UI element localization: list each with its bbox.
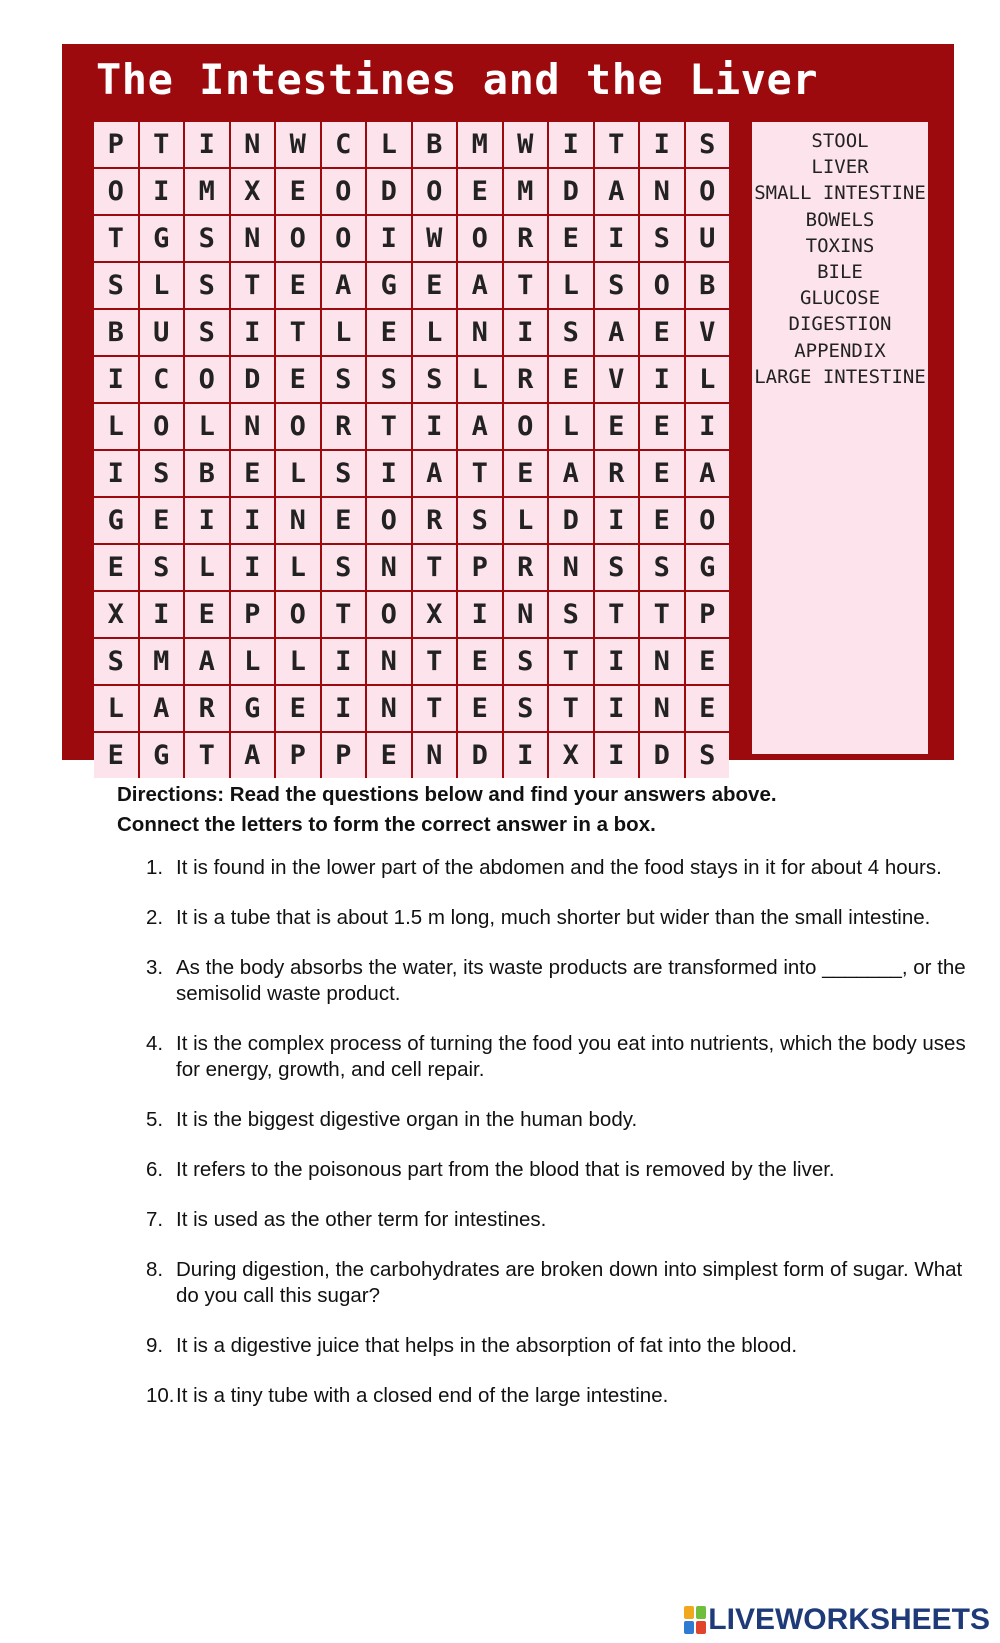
grid-cell[interactable]: N (504, 592, 548, 637)
question-text: It is the biggest digestive organ in the human body. (176, 1108, 638, 1131)
grid-cell[interactable]: I (94, 357, 138, 402)
grid-cell[interactable]: N (231, 404, 275, 449)
word-bank-item: GLUCOSE (799, 287, 881, 310)
question-item (146, 1031, 976, 1083)
word-bank-item: SMALL INTESTINE (754, 182, 926, 205)
grid-cell[interactable]: I (549, 122, 593, 167)
grid-cell[interactable]: N (413, 733, 457, 778)
grid-cell[interactable]: X (94, 592, 138, 637)
question-text: It is used as the other term for intestines. (176, 1208, 547, 1231)
grid-cell[interactable]: D (458, 733, 502, 778)
grid-cell[interactable]: N (367, 686, 411, 731)
grid-cell[interactable]: P (458, 545, 502, 590)
grid-cell[interactable]: A (549, 451, 593, 496)
grid-cell[interactable]: R (504, 216, 548, 261)
grid-cell[interactable]: R (413, 498, 457, 543)
grid-cell[interactable]: E (686, 639, 730, 684)
grid-cell[interactable]: P (322, 733, 366, 778)
grid-cell[interactable]: T (367, 404, 411, 449)
grid-cell[interactable]: T (458, 451, 502, 496)
grid-cell[interactable]: T (413, 686, 457, 731)
grid-cell[interactable]: I (595, 686, 639, 731)
question-item (146, 1257, 976, 1309)
grid-cell[interactable]: E (458, 686, 502, 731)
grid-cell[interactable]: L (276, 639, 320, 684)
grid-cell[interactable]: C (322, 122, 366, 167)
grid-cell[interactable]: E (504, 451, 548, 496)
grid-cell[interactable]: N (640, 686, 684, 731)
grid-cell[interactable]: N (367, 639, 411, 684)
grid-cell[interactable]: I (640, 357, 684, 402)
grid-cell[interactable]: E (322, 498, 366, 543)
grid-cell[interactable]: G (94, 498, 138, 543)
grid-cell[interactable]: P (94, 122, 138, 167)
grid-cell[interactable]: E (276, 263, 320, 308)
grid-cell[interactable]: S (549, 592, 593, 637)
grid-cell[interactable]: T (595, 592, 639, 637)
question-text: It is the complex process of turning the food you eat into nutrients, which the body uses for energy, growth, and cell repair. (176, 1032, 966, 1081)
grid-cell[interactable]: E (367, 733, 411, 778)
grid-cell[interactable]: E (276, 686, 320, 731)
grid-cell[interactable]: T (94, 216, 138, 261)
grid-cell[interactable]: I (231, 498, 275, 543)
question-text: As the body absorbs the water, its waste products are transformed into _______, or the semisolid waste product. (176, 956, 966, 1005)
question-item (146, 955, 976, 1007)
grid-cell[interactable]: T (231, 263, 275, 308)
grid-cell[interactable]: S (367, 357, 411, 402)
grid-cell[interactable]: A (185, 639, 229, 684)
grid-cell[interactable]: S (185, 216, 229, 261)
grid-cell[interactable]: B (185, 451, 229, 496)
word-bank-item: BILE (817, 261, 863, 284)
grid-cell[interactable]: L (276, 451, 320, 496)
grid-cell[interactable]: B (686, 263, 730, 308)
grid-cell[interactable]: I (413, 404, 457, 449)
grid-cell[interactable]: N (276, 498, 320, 543)
question-number: 5. (146, 1108, 164, 1131)
grid-cell[interactable]: V (686, 310, 730, 355)
grid-cell[interactable]: E (413, 263, 457, 308)
liveworksheets-logo (684, 1603, 990, 1637)
grid-cell[interactable]: L (504, 498, 548, 543)
grid-cell[interactable]: I (322, 686, 366, 731)
grid-cell[interactable]: E (458, 639, 502, 684)
word-bank-item: LARGE INTESTINE (754, 365, 926, 388)
word-bank (752, 122, 928, 754)
grid-cell[interactable]: G (140, 733, 184, 778)
grid-cell[interactable]: L (549, 404, 593, 449)
grid-cell[interactable]: O (322, 169, 366, 214)
grid-cell[interactable]: O (367, 498, 411, 543)
grid-cell[interactable]: G (231, 686, 275, 731)
grid-cell[interactable]: L (94, 404, 138, 449)
grid-cell[interactable]: X (413, 592, 457, 637)
grid-cell[interactable]: D (367, 169, 411, 214)
grid-cell[interactable]: U (686, 216, 730, 261)
grid-cell[interactable]: O (276, 216, 320, 261)
grid-cell[interactable]: I (367, 451, 411, 496)
grid-cell[interactable]: B (413, 122, 457, 167)
grid-cell[interactable]: A (231, 733, 275, 778)
grid-cell[interactable]: N (640, 639, 684, 684)
grid-cell[interactable]: D (640, 733, 684, 778)
grid-cell[interactable]: L (458, 357, 502, 402)
grid-cell[interactable]: W (276, 122, 320, 167)
grid-cell[interactable]: N (367, 545, 411, 590)
question-text: It is a tube that is about 1.5 m long, much shorter but wider than the small intestine. (176, 906, 931, 929)
grid-cell[interactable]: L (185, 404, 229, 449)
grid-cell[interactable]: N (231, 216, 275, 261)
grid-cell[interactable]: A (413, 451, 457, 496)
grid-cell[interactable]: I (595, 498, 639, 543)
grid-cell[interactable]: S (94, 639, 138, 684)
grid-cell[interactable]: P (231, 592, 275, 637)
grid-cell[interactable]: S (185, 310, 229, 355)
question-number: 6. (146, 1158, 164, 1181)
grid-cell[interactable]: T (595, 122, 639, 167)
grid-cell[interactable]: R (595, 451, 639, 496)
grid-cell[interactable]: M (458, 122, 502, 167)
grid-cell[interactable]: O (458, 216, 502, 261)
grid-cell[interactable]: S (413, 357, 457, 402)
grid-cell[interactable]: P (686, 592, 730, 637)
question-text: During digestion, the carbohydrates are broken down into simplest form of sugar. What do you call this sugar? (176, 1258, 963, 1307)
grid-cell[interactable]: L (94, 686, 138, 731)
grid-cell[interactable]: G (140, 216, 184, 261)
logo-icon (684, 1606, 706, 1634)
grid-cell[interactable]: E (549, 216, 593, 261)
word-bank-item: TOXINS (805, 234, 875, 257)
grid-cell[interactable]: A (140, 686, 184, 731)
grid-cell[interactable]: I (504, 733, 548, 778)
grid-cell[interactable]: S (504, 639, 548, 684)
grid-cell[interactable]: L (231, 639, 275, 684)
question-item (146, 855, 976, 881)
grid-cell[interactable]: T (549, 686, 593, 731)
grid-cell[interactable]: P (276, 733, 320, 778)
brand-name: LIVEWORKSHEETS (708, 1603, 990, 1636)
grid-cell[interactable]: T (549, 639, 593, 684)
grid-cell[interactable]: E (94, 545, 138, 590)
question-number: 2. (146, 906, 164, 929)
grid-cell[interactable]: I (686, 404, 730, 449)
grid-cell[interactable]: I (231, 310, 275, 355)
grid-cell[interactable]: I (504, 310, 548, 355)
grid-cell[interactable]: I (231, 545, 275, 590)
grid-cell[interactable]: A (322, 263, 366, 308)
grid-cell[interactable]: O (140, 404, 184, 449)
grid-cell[interactable]: G (367, 263, 411, 308)
grid-cell[interactable]: T (413, 639, 457, 684)
grid-cell[interactable]: O (686, 498, 730, 543)
grid-cell[interactable]: S (549, 310, 593, 355)
grid-cell[interactable]: X (231, 169, 275, 214)
directions (117, 780, 977, 840)
grid-cell[interactable]: I (595, 733, 639, 778)
grid-cell[interactable]: N (231, 122, 275, 167)
grid-cell[interactable]: N (458, 310, 502, 355)
grid-cell[interactable]: M (504, 169, 548, 214)
grid-cell[interactable]: L (140, 263, 184, 308)
grid-cell[interactable]: O (276, 404, 320, 449)
grid-cell[interactable]: I (595, 639, 639, 684)
grid-cell[interactable]: V (595, 357, 639, 402)
grid-cell[interactable]: I (640, 122, 684, 167)
grid-cell[interactable]: R (322, 404, 366, 449)
question-number: 8. (146, 1258, 164, 1281)
question-number: 10. (146, 1384, 175, 1407)
grid-cell[interactable]: O (276, 592, 320, 637)
question-text: It is a digestive juice that helps in the absorption of fat into the blood. (176, 1334, 798, 1357)
question-number: 9. (146, 1334, 164, 1357)
grid-cell[interactable]: U (140, 310, 184, 355)
question-text: It is found in the lower part of the abdomen and the food stays in it for about 4 hours. (176, 856, 942, 879)
grid-cell[interactable]: S (595, 545, 639, 590)
grid-cell[interactable]: E (595, 404, 639, 449)
grid-cell[interactable]: T (413, 545, 457, 590)
grid-cell[interactable]: S (640, 216, 684, 261)
word-search-panel (62, 44, 954, 771)
grid-cell[interactable]: A (595, 310, 639, 355)
grid-cell[interactable]: O (367, 592, 411, 637)
grid-cell[interactable]: E (640, 310, 684, 355)
question-number: 7. (146, 1208, 164, 1231)
grid-cell[interactable]: T (504, 263, 548, 308)
grid-cell[interactable]: M (185, 169, 229, 214)
grid-cell[interactable]: S (458, 498, 502, 543)
word-bank-item: DIGESTION (788, 313, 892, 336)
question-item (146, 1107, 976, 1133)
grid-cell[interactable]: L (185, 545, 229, 590)
grid-cell[interactable]: S (140, 451, 184, 496)
question-item (146, 1333, 976, 1359)
question-text: It is a tiny tube with a closed end of the large intestine. (176, 1384, 669, 1407)
grid-cell[interactable]: B (94, 310, 138, 355)
grid-cell[interactable]: I (367, 216, 411, 261)
grid-cell[interactable]: T (140, 122, 184, 167)
grid-cell[interactable]: S (595, 263, 639, 308)
grid-cell[interactable]: I (94, 451, 138, 496)
question-item (146, 1207, 976, 1233)
grid-cell[interactable]: I (185, 498, 229, 543)
grid-cell[interactable]: I (185, 122, 229, 167)
grid-cell[interactable]: E (458, 169, 502, 214)
grid-cell[interactable]: I (140, 592, 184, 637)
grid-cell[interactable]: E (640, 451, 684, 496)
grid-cell[interactable]: D (549, 169, 593, 214)
question-number: 4. (146, 1032, 164, 1055)
grid-cell[interactable]: E (686, 686, 730, 731)
grid-cell[interactable]: E (367, 310, 411, 355)
question-number: 1. (146, 856, 164, 879)
grid-cell[interactable]: A (686, 451, 730, 496)
grid-cell[interactable]: L (549, 263, 593, 308)
directions-line: Directions: Read the questions below and find your answers above. (117, 783, 777, 806)
grid-cell[interactable]: S (140, 545, 184, 590)
question-number: 3. (146, 956, 164, 979)
grid-cell[interactable]: S (322, 357, 366, 402)
grid-cell[interactable]: S (686, 733, 730, 778)
question-item (146, 1383, 976, 1409)
grid-cell[interactable]: C (140, 357, 184, 402)
grid-cell[interactable]: I (595, 216, 639, 261)
grid-cell[interactable]: O (504, 404, 548, 449)
grid-cell[interactable]: S (686, 122, 730, 167)
grid-cell[interactable]: O (640, 263, 684, 308)
grid-cell[interactable]: A (458, 404, 502, 449)
word-bank-item: LIVER (811, 156, 869, 179)
grid-cell[interactable]: T (322, 592, 366, 637)
grid-cell[interactable]: S (94, 263, 138, 308)
grid-cell[interactable]: E (640, 498, 684, 543)
word-bank-item: APPENDIX (794, 339, 886, 362)
grid-cell[interactable]: L (276, 545, 320, 590)
grid-cell[interactable]: D (231, 357, 275, 402)
grid-cell[interactable]: S (640, 545, 684, 590)
grid-cell[interactable]: T (276, 310, 320, 355)
word-bank-item: BOWELS (805, 208, 875, 231)
grid-cell[interactable]: N (640, 169, 684, 214)
grid-cell[interactable]: M (140, 639, 184, 684)
grid-cell[interactable]: N (549, 545, 593, 590)
grid-cell[interactable]: R (185, 686, 229, 731)
grid-cell[interactable]: L (367, 122, 411, 167)
grid-cell[interactable]: L (686, 357, 730, 402)
grid-cell[interactable]: X (549, 733, 593, 778)
grid-cell[interactable]: G (686, 545, 730, 590)
grid-cell[interactable]: E (140, 498, 184, 543)
grid-cell[interactable]: O (185, 357, 229, 402)
directions-line: Connect the letters to form the correct answer in a box. (117, 813, 656, 836)
grid-cell[interactable]: O (322, 216, 366, 261)
grid-cell[interactable]: I (140, 169, 184, 214)
grid-cell[interactable]: D (549, 498, 593, 543)
page-title: The Intestines and the Liver (96, 55, 819, 104)
grid-cell[interactable]: O (686, 169, 730, 214)
grid-cell[interactable]: E (185, 592, 229, 637)
grid-cell[interactable]: E (276, 169, 320, 214)
question-item (146, 1157, 976, 1183)
grid-cell[interactable]: W (413, 216, 457, 261)
grid-cell[interactable]: R (504, 357, 548, 402)
word-bank-item: STOOL (811, 130, 869, 152)
grid-cell[interactable]: S (322, 451, 366, 496)
grid-cell[interactable]: T (185, 733, 229, 778)
grid-cell[interactable]: E (276, 357, 320, 402)
grid-cell[interactable]: W (504, 122, 548, 167)
grid-cell[interactable]: A (595, 169, 639, 214)
grid-cell[interactable]: L (322, 310, 366, 355)
grid-cell[interactable]: S (504, 686, 548, 731)
grid-cell[interactable]: E (640, 404, 684, 449)
grid-cell[interactable]: L (413, 310, 457, 355)
grid-cell[interactable]: O (94, 169, 138, 214)
grid-cell[interactable]: S (322, 545, 366, 590)
grid-cell[interactable]: E (94, 733, 138, 778)
question-text: It refers to the poisonous part from the blood that is removed by the liver. (176, 1158, 835, 1181)
grid-cell[interactable]: O (413, 169, 457, 214)
grid-cell[interactable]: S (185, 263, 229, 308)
question-list (146, 855, 976, 1409)
grid-cell[interactable]: T (640, 592, 684, 637)
question-item (146, 905, 976, 931)
grid-cell[interactable]: I (322, 639, 366, 684)
grid-cell[interactable]: E (549, 357, 593, 402)
grid-cell[interactable]: R (504, 545, 548, 590)
grid-cell[interactable]: E (231, 451, 275, 496)
grid-cell[interactable]: I (458, 592, 502, 637)
grid-cell[interactable]: A (458, 263, 502, 308)
letter-grid[interactable] (94, 122, 729, 778)
